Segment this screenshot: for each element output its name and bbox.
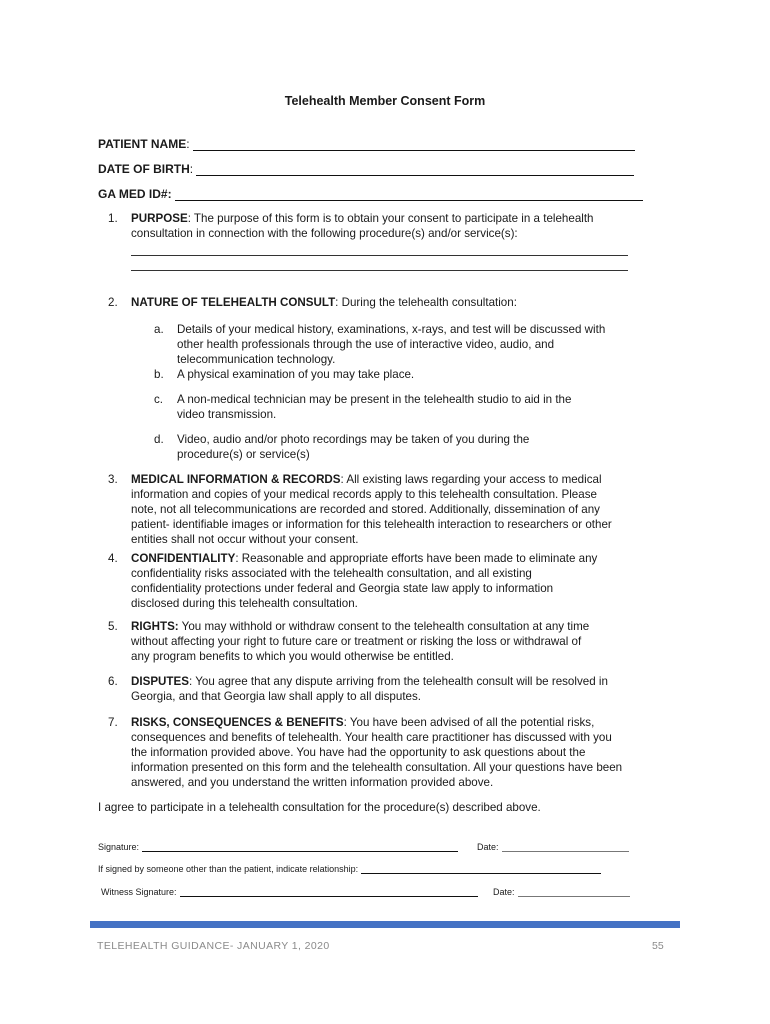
patient-name-colon: : [186, 137, 190, 151]
item-number: 1. [108, 212, 118, 225]
item-body [131, 715, 676, 790]
item-line: information presented on this form and the telehealth consultation. All your questions have been [131, 761, 623, 774]
item-text: : During the telehealth consultation: [335, 296, 517, 309]
dob-label: DATE OF BIRTH [98, 162, 190, 176]
item-line: disclosed during this telehealth consultation. [131, 597, 358, 610]
item-heading: PURPOSE [131, 212, 188, 225]
agreement-statement: I agree to participate in a telehealth consultation for the procedure(s) described above. [98, 801, 541, 814]
signature-label: Signature: [98, 842, 140, 852]
item-text: : You have been advised of all the potential risks, [343, 716, 595, 729]
witness-date-label: Date: [493, 887, 515, 897]
date-field[interactable] [477, 842, 629, 852]
procedure-blank-line-1[interactable] [131, 241, 628, 256]
dob-line[interactable] [196, 164, 634, 176]
item-text: : You agree that any dispute arriving from the telehealth consult will be resolved in [188, 675, 608, 688]
patient-name-line[interactable] [193, 139, 635, 151]
item-line: confidentiality protections under federal and Georgia state law apply to information [131, 582, 554, 595]
dob-colon: : [189, 162, 194, 176]
sub-line: video transmission. [177, 408, 277, 421]
item-body [131, 551, 671, 611]
item-number: 2. [108, 296, 118, 309]
date-line[interactable] [502, 842, 629, 852]
item-number: 4. [108, 552, 118, 565]
sub-line: other health professionals through the use of interactive video, audio, and [177, 338, 555, 351]
item-body [131, 295, 651, 310]
item-line: patient- identifiable images or information for this telehealth interaction to researchers or other [131, 518, 612, 531]
item-line: consequences and benefits of telehealth. Your health care practitioner has discussed with you [131, 731, 612, 744]
procedure-blank-line-2[interactable] [131, 256, 628, 271]
footer-divider [90, 921, 680, 928]
sub-line: A physical examination of you may take place. [177, 368, 415, 381]
item-line: the information provided above. You have had the opportunity to ask questions about the [131, 746, 586, 759]
item-number: 3. [108, 473, 118, 486]
item-body [131, 674, 671, 704]
item-line: consultation in connection with the following procedure(s) and/or service(s): [131, 227, 518, 240]
relationship-line[interactable] [361, 864, 601, 874]
ga-med-id-line[interactable] [175, 189, 643, 201]
item-line: confidentiality risks associated with the telehealth consultation, and all existing [131, 567, 532, 580]
item-line: without affecting your right to future care or treatment or risking the loss or withdrawal of [131, 635, 582, 648]
item-number: 6. [108, 675, 118, 688]
relationship-label: If signed by someone other than the patient, indicate relationship: [98, 864, 359, 874]
item-heading: CONFIDENTIALITY [131, 552, 236, 565]
item-line: information and copies of your medical records apply to this telehealth consultation. Please [131, 488, 597, 501]
patient-name-field[interactable] [98, 137, 635, 151]
patient-name-label: PATIENT NAME [98, 137, 187, 151]
item-line: note, not all telecommunications are recorded and stored. Additionally, dissemination of any [131, 503, 600, 516]
item-text: : All existing laws regarding your access to medical [340, 473, 602, 486]
item-body [131, 211, 651, 271]
sub-line: A non-medical technician may be present in the telehealth studio to aid in the [177, 393, 572, 406]
item-number: 7. [108, 716, 118, 729]
sub-line: telecommunication technology. [177, 353, 336, 366]
witness-signature-field[interactable] [101, 887, 478, 897]
witness-date-line[interactable] [518, 887, 630, 897]
witness-date-field[interactable] [493, 887, 630, 897]
item-heading: MEDICAL INFORMATION & RECORDS [131, 473, 341, 486]
form-title: Telehealth Member Consent Form [284, 94, 486, 108]
signature-line[interactable] [142, 842, 458, 852]
item-body [131, 619, 671, 664]
page-number: 55 [652, 940, 664, 952]
item-line: answered, and you understand the written information provided above. [131, 776, 494, 789]
ga-med-id-label: GA MED ID#: [98, 187, 172, 201]
item-heading: DISPUTES [131, 675, 189, 688]
item-text: You may withhold or withdraw consent to the telehealth consultation at any time [178, 620, 590, 633]
item-heading: RIGHTS: [131, 620, 179, 633]
sub-line: Details of your medical history, examinations, x-rays, and test will be discussed with [177, 323, 606, 336]
witness-signature-line[interactable] [180, 887, 478, 897]
item-line: entities shall not occur without your consent. [131, 533, 359, 546]
sub-letter: a. [154, 323, 164, 336]
dob-field[interactable] [98, 162, 634, 176]
item-body [131, 472, 671, 547]
sub-line: Video, audio and/or photo recordings may be taken of you during the [177, 433, 530, 446]
item-text: : The purpose of this form is to obtain your consent to participate in a telehealth [187, 212, 594, 225]
witness-signature-label: Witness Signature: [101, 887, 177, 897]
footer-title: TELEHEALTH GUIDANCE- JANUARY 1, 2020 [97, 940, 330, 952]
item-line: Georgia, and that Georgia law shall apply to all disputes. [131, 690, 422, 703]
item-heading: NATURE OF TELEHEALTH CONSULT [131, 296, 336, 309]
sub-line: procedure(s) or service(s) [177, 448, 310, 461]
ga-med-id-field[interactable] [98, 187, 643, 201]
item-number: 5. [108, 620, 118, 633]
item-heading: RISKS, CONSEQUENCES & BENEFITS [131, 716, 344, 729]
sub-letter: d. [154, 433, 164, 446]
sub-letter: c. [154, 393, 164, 406]
item-text: : Reasonable and appropriate efforts have been made to eliminate any [235, 552, 598, 565]
signature-field[interactable] [98, 842, 458, 852]
relationship-field[interactable] [98, 864, 601, 874]
sub-letter: b. [154, 368, 164, 381]
date-label: Date: [477, 842, 499, 852]
item-line: any program benefits to which you would otherwise be entitled. [131, 650, 454, 663]
